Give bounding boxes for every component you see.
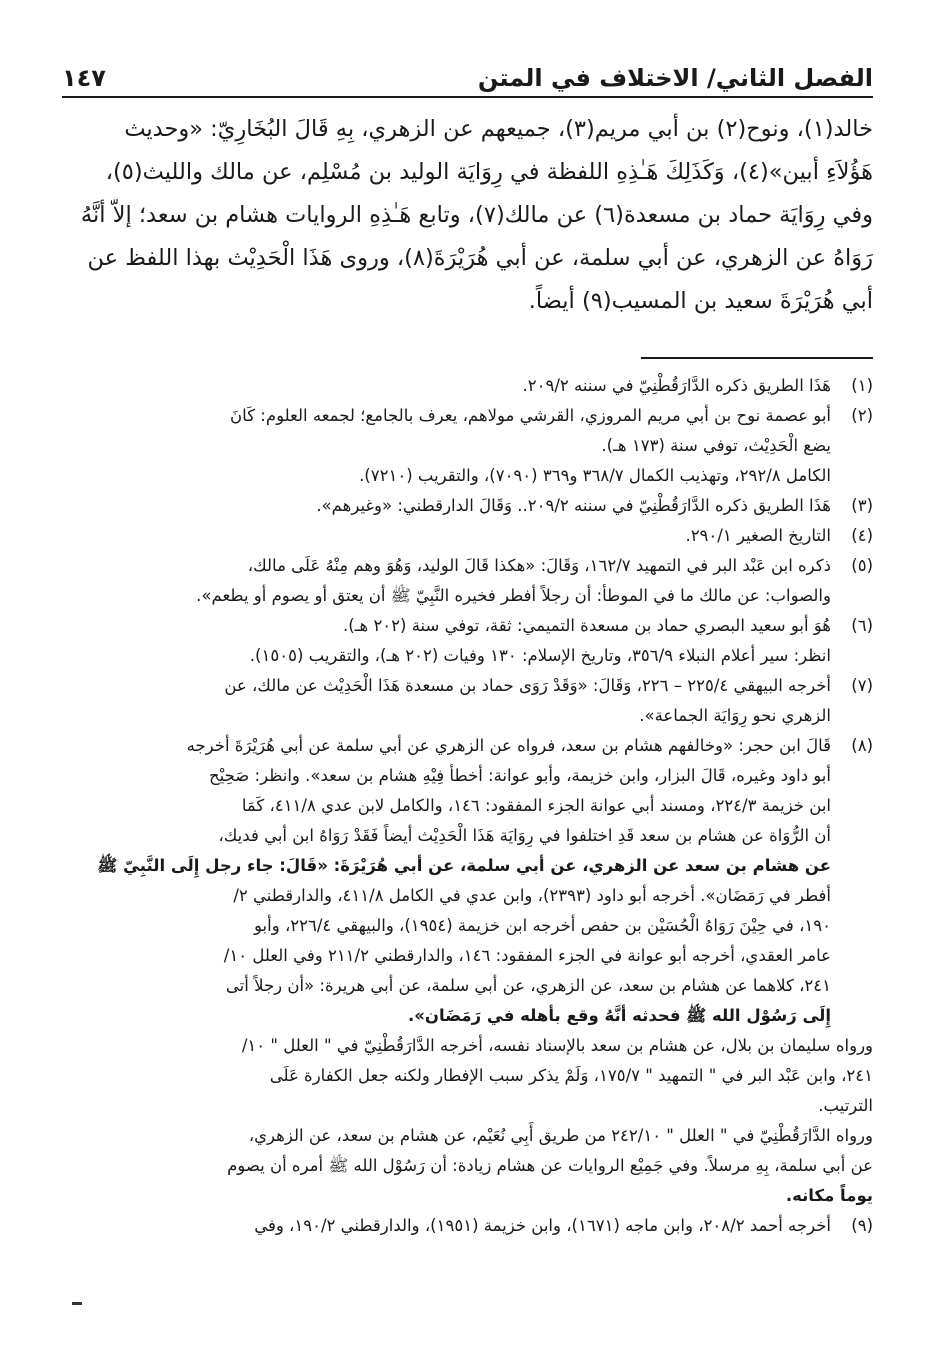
footnote-number: (٥) <box>851 556 873 575</box>
footnote-line: ورواه سليمان بن بلال، عن هشام بن سعد بالإسناد نفسه، أخرجه الدَّارَقُطْنِيّ في " العلل " ١٠/ <box>241 1036 873 1055</box>
footnote-line: انظر: سير أعلام النبلاء ٣٥٦/٩، وتاريخ الإسلام: ١٣٠ وفيات (٢٠٢ هـ)، والتقريب (١٥٠٥). <box>249 646 831 665</box>
footnote-line: التاريخ الصغير ٢٩٠/١. <box>685 526 831 545</box>
footnote-line: أبو داود وغيره، قَالَ البزار، وابن خزيمة، وأبو عوانة: أخطأ فِيْهِ هشام بن سعد». وانظر: صَحِيْح <box>209 766 831 785</box>
footnote-line: والصواب: عن مالك ما في الموطأ: أن رجلاً أفطر فخيره النَّبِيّ ﷺ أن يعتق أو يصوم أو يطعم». <box>196 586 831 605</box>
footnote-number: (٩) <box>851 1216 873 1235</box>
footnote-line: أبو عصمة نوح بن أبي مريم المروزي، القرشي مولاهم، يعرف بالجامع؛ لجمعه العلوم: كَانَ <box>230 406 831 425</box>
footnote-line: أفطر في رَمَضَان». أخرجه أبو داود (٢٣٩٣)، وابن عدي في الكامل ٤١١/٨، والدارقطني ٢/ <box>233 886 831 905</box>
footnote <box>62 371 873 401</box>
footnote-line: ٢٤١، وابن عَبْد البر في " التمهيد " ١٧٥/٧، وَلَمْ يذكر سبب الإفطار ولكنه جعل الكفارة عَلَى <box>269 1066 873 1085</box>
footnote <box>62 521 873 551</box>
body-line: رَوَاهُ عن الزهري، عن أبي سلمة، عن أبي هُرَيْرَةَ(٨)، وروى هَذَا الْحَدِيْث بهذا اللفظ عن <box>87 245 873 271</box>
footnote-line: ١٩٠، في حِيْنَ رَوَاهُ الْحُسَيْن بن حفص أخرجه ابن خزيمة (١٩٥٤)، والبيهقي ٢٢٦/٤، وأبو <box>254 916 831 935</box>
footnote-line: هُوَ أبو سعيد البصري حماد بن مسعدة التميمي: ثقة، توفي سنة (٢٠٢ هـ). <box>342 616 831 635</box>
footnote-line: ابن خزيمة ٢٢٤/٣، ومسند أبي عوانة الجزء المفقود: ١٤٦، والكامل لابن عدي ٤١١/٨، كَمَا <box>241 796 831 815</box>
footnote-continuation <box>62 1121 873 1211</box>
footnote <box>62 671 873 731</box>
footnote-line: يوماً مكانه. <box>785 1186 873 1205</box>
body-line: وفي رِوَايَة حماد بن مسعدة(٦) عن مالك(٧)، وتابع هَـٰذِهِ الروايات هشام بن سعد؛ إلاّ أنَّهُ <box>80 202 873 228</box>
footnote-continuation <box>62 1031 873 1121</box>
footnote-line: الزهري نحو رِوَايَة الجماعة». <box>639 706 831 725</box>
page-number: ١٤٧ <box>62 64 106 92</box>
book-page <box>62 48 873 1241</box>
footnote <box>62 731 873 1031</box>
header-rule <box>62 96 873 98</box>
footnote-number: (٢) <box>851 406 873 425</box>
footnote-line: أخرجه أحمد ٢٠٨/٢، وابن ماجه (١٦٧١)، وابن خزيمة (١٩٥١)، والدارقطني ١٩٠/٢، وفي <box>254 1216 831 1235</box>
body-line: خالد(١)، ونوح(٢) بن أبي مريم(٣)، جميعهم عن الزهري، بِهِ قَالَ البُخَارِيّ: «وحديث <box>124 116 873 142</box>
main-text <box>62 108 873 323</box>
footnote <box>62 491 873 521</box>
footnote-line: قَالَ ابن حجر: «وخالفهم هشام بن سعد، فرواه عن الزهري عن أبي سلمة عن أبي هُرَيْرَةَ أخرجه <box>186 736 831 755</box>
footnote-line: أن الرُّوَاة عن هشام بن سعد قَدِ اختلفوا في رِوَايَة هَذَا الْحَدِيْث أيضاً فَقَدْ رَوَاهُ ابن أبي فديك، <box>218 826 831 845</box>
footnote <box>62 1211 873 1241</box>
footnote-line: الكامل ٢٩٢/٨، وتهذيب الكمال ٣٦٨/٧ و٣٦٩ (٧٠٩٠)، والتقريب (٧٢١٠). <box>359 466 831 485</box>
footnote-number: (٧) <box>851 676 873 695</box>
footnote-line: هَذَا الطريق ذكره الدَّارَقُطْنِيّ في سننه ٢٠٩/٢. <box>522 376 831 395</box>
footnote-line: يضع الْحَدِيْث، توفي سنة (١٧٣ هـ). <box>601 436 831 455</box>
footnote-line: عن أبي سلمة، بِهِ مرسلاً. وفي جَمِيْع الروايات عن هشام زيادة: أن رَسُوْل الله ﷺ أمره أن يصوم <box>227 1156 873 1175</box>
footnote-line: ورواه الدَّارَقُطْنِيّ في " العلل " ٢٤٢/١٠ من طريق أَبِي نُعَيْم، عن هشام بن سعد، عن الزهري، <box>248 1126 873 1145</box>
continuation-mark <box>72 1302 82 1305</box>
footnotes <box>62 371 873 1241</box>
footnote-line: أخرجه البيهقي ٢٢٥/٤ – ٢٢٦، وَقَالَ: «وَقَدْ رَوَى حماد بن مسعدة هَذَا الْحَدِيْث عن مالك، عن <box>224 676 831 695</box>
footnote-number: (١) <box>851 376 873 395</box>
footnote-number: (٣) <box>851 496 873 515</box>
footnote-separator <box>641 357 873 359</box>
body-line: هَؤُلاَءِ أبين»(٤)، وَكَذَلِكَ هَـٰذِهِ اللفظة في رِوَايَة الوليد بن مُسْلِم، عن مالك والليث(٥)، <box>105 159 873 185</box>
footnote-number: (٦) <box>851 616 873 635</box>
footnote-line: هَذَا الطريق ذكره الدَّارَقُطْنِيّ في سننه ٢٠٩/٢.. وَقَالَ الدارقطني: «وغيرهم». <box>316 496 831 515</box>
running-header <box>62 48 873 92</box>
footnote-number: (٤) <box>851 526 873 545</box>
footnote-line: عن هشام بن سعد عن الزهري، عن أبي سلمة، عن أبي هُرَيْرَةَ: «قَالَ: جاء رجل إِلَى النَّبِيّ ﷺ <box>97 856 831 875</box>
footnote-line: إِلَى رَسُوْل الله ﷺ فحدثه أنَّهُ وقع بأهله في رَمَضَان». <box>407 1006 831 1025</box>
body-line: أبي هُرَيْرَةَ سعيد بن المسيب(٩) أيضاً. <box>528 288 873 314</box>
footnote-line: عامر العقدي، أخرجه أبو عوانة في الجزء المفقود: ١٤٦، والدارقطني ٢١١/٢ وفي العلل ١٠/ <box>223 946 831 965</box>
footnote-number: (٨) <box>851 736 873 755</box>
footnote-line: ٢٤١، كلاهما عن هشام بن سعد، عن الزهري، عن أبي سلمة، عن أبي هريرة: «أن رجلاً أتى <box>225 976 831 995</box>
footnote-line: ذكره ابن عَبْد البر في التمهيد ١٦٢/٧، وَقَالَ: «هكذا قَالَ الوليد، وَهُوَ وهم مِنْهُ عَلَى مالك، <box>247 556 831 575</box>
footnote <box>62 611 873 671</box>
footnote <box>62 551 873 611</box>
footnote-line: الترتيب. <box>818 1096 873 1115</box>
chapter-title: الفصل الثاني/ الاختلاف في المتن <box>477 64 873 92</box>
footnote <box>62 401 873 491</box>
